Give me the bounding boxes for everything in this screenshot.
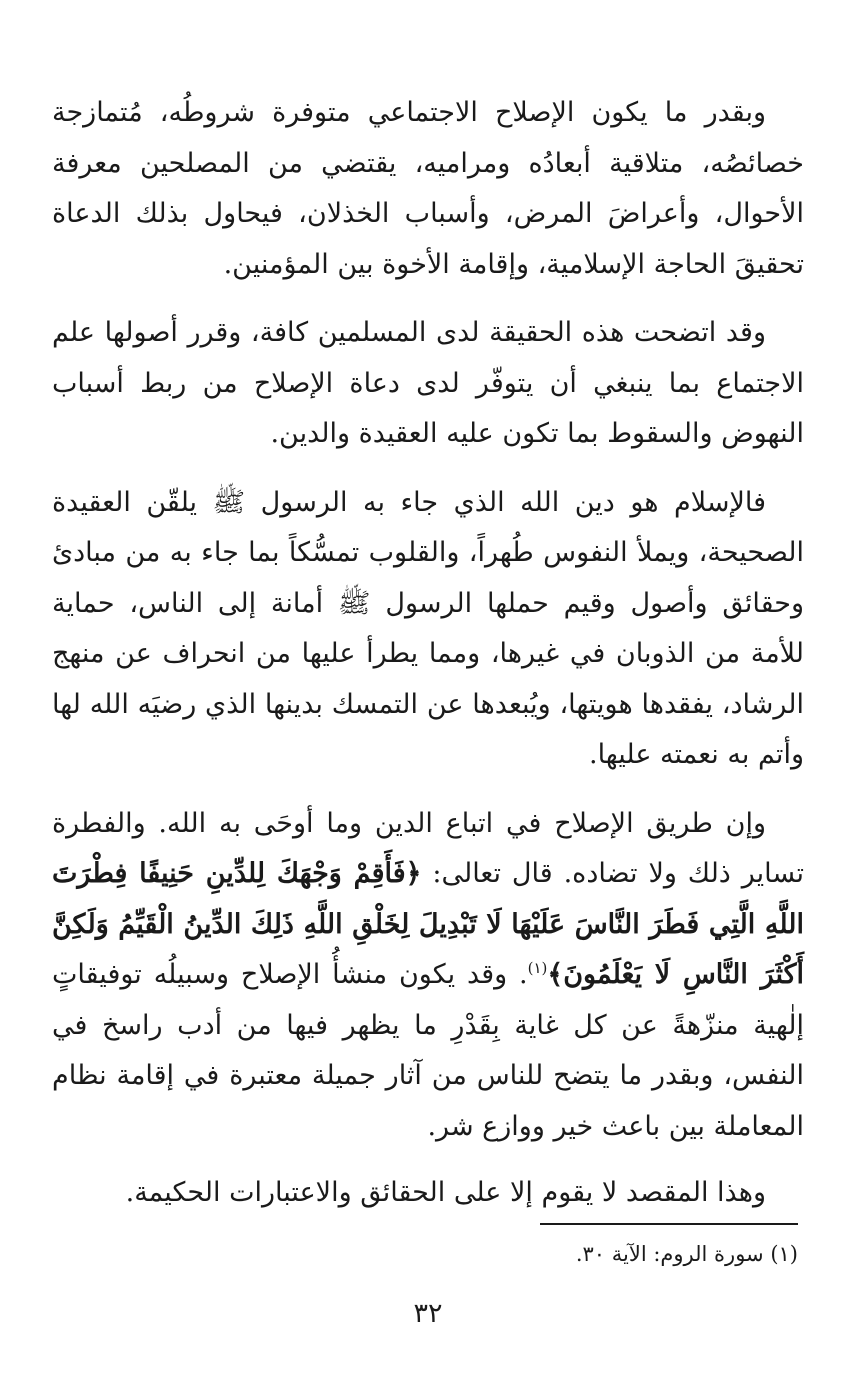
paragraph-4 — [52, 799, 804, 1153]
footnote-reference: (١) — [527, 959, 548, 977]
footnote: (١) سورة الروم: الآية ٣٠. — [575, 1242, 798, 1266]
paragraph-3: فالإسلام هو دين الله الذي جاء به الرسول ﷺ يلقّن العقيدة الصحيحة، ويملأ النفوس طُهراً، والقلوب تمسُّكاً بما جاء به من مبادئ وحقائق وأصول وقيم حملها الرسول ﷺ أمانة إلى الناس، حماية للأمة من الذوبان في غيرها، ومما يطرأ عليها من انحراف عن منهج الرشاد، يفقدها هويتها، ويُبعدها عن التمسك بدينها الذي رضيَه الله لها وأتم به نعمته عليها. — [52, 486, 804, 770]
quran-verse: ﴿فَأَقِمْ وَجْهَكَ لِلدِّينِ حَنِيفًا فِطْرَتَ اللَّهِ الَّتِي فَطَرَ النَّاسَ عَلَيْهَا لَا تَبْدِيلَ لِخَلْقِ اللَّهِ ذَلِكَ الدِّينُ الْقَيِّمُ وَلَكِنَّ أَكْثَرَ النَّاسِ لَا يَعْلَمُونَ﴾ — [52, 858, 804, 990]
body-text — [52, 88, 804, 1237]
paragraph-4-intro: وإن طريق الإصلاح في اتباع الدين وما أوحَى به الله. والفطرة تساير ذلك ولا تضاده. قال تعالى: — [52, 807, 804, 889]
paragraph-5: وهذا المقصد لا يقوم إلا على الحقائق والاعتبارات الحكيمة. — [125, 1177, 766, 1208]
page-number: ٣٢ — [413, 1298, 443, 1329]
paragraph-4-continuation: . وقد يكون منشأُ الإصلاح وسبيلُه توفيقاتٍ إلٰهية منزّهةً عن كل غاية بِقَدْرِ ما يظهر فيها من أدب راسخ في النفس، وبقدر ما يتضح للناس من آثار جميلة معتبرة في إقامة نظام المعاملة بين باعث خير ووازع شر. — [52, 959, 804, 1142]
paragraph-2: وقد اتضحت هذه الحقيقة لدى المسلمين كافة، وقرر أصولها علم الاجتماع بما ينبغي أن يتوفّر لدى دعاة الإصلاح من ربط أسباب النهوض والسقوط بما تكون عليه العقيدة والدين. — [52, 317, 804, 449]
footnote-divider — [540, 1223, 798, 1225]
paragraph-1: وبقدر ما يكون الإصلاح الاجتماعي متوفرة شروطُه، مُتمازجة خصائصُه، متلاقية أبعادُه ومراميه، يقتضي من المصلحين معرفة الأحوال، وأعراضَ المرض، وأسباب الخذلان، فيحاول بذلك الدعاة تحقيقَ الحاجة الإسلامية، وإقامة الأخوة بين المؤمنين. — [52, 97, 804, 280]
